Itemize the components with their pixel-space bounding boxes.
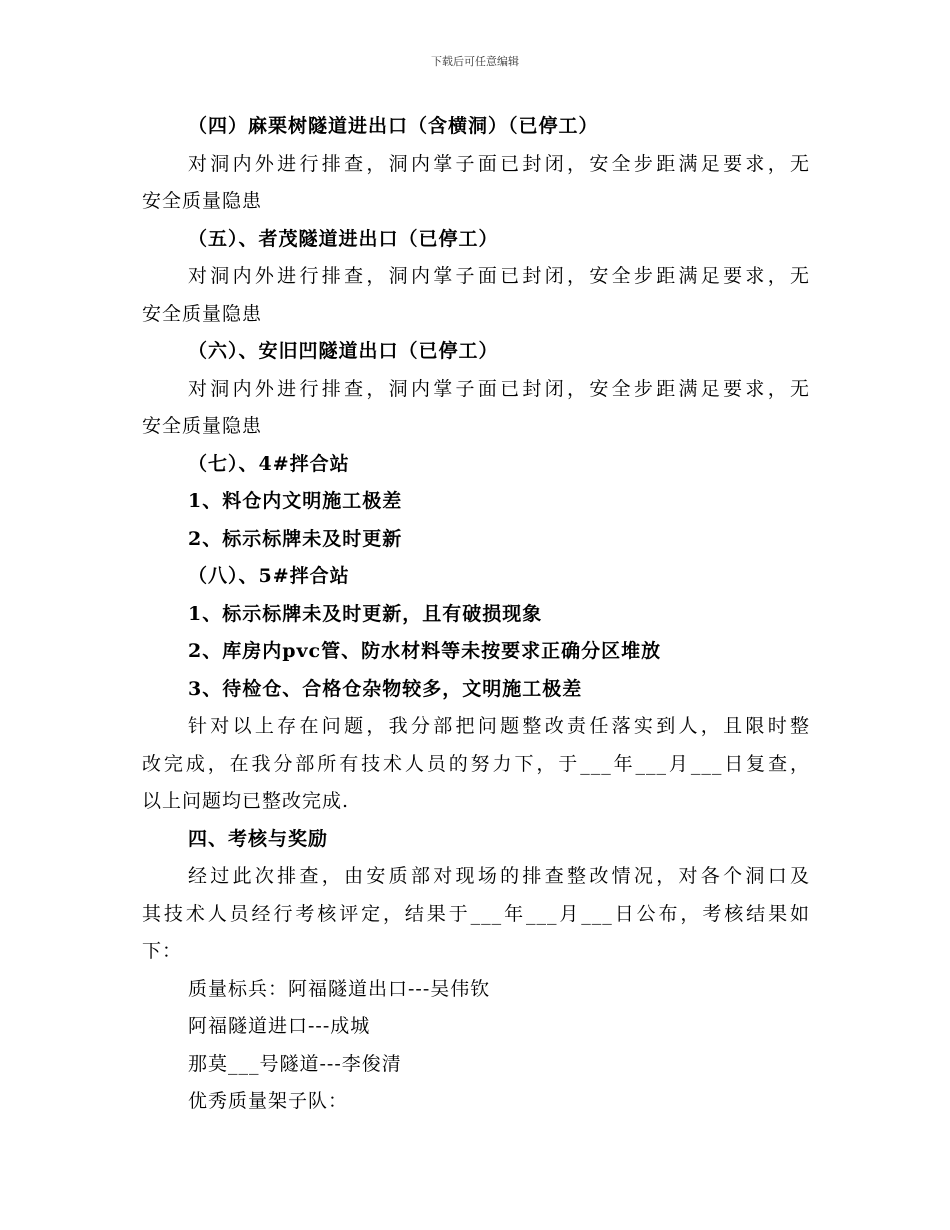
text-line: 下： — [142, 940, 183, 962]
text-line: 优秀质量架子队： — [188, 1090, 349, 1112]
text-line: 对洞内外进行排查，洞内掌子面已封闭，安全步距满足要求，无 — [188, 377, 810, 400]
heading-line: 2、标示标牌未及时更新 — [188, 527, 403, 550]
heading-line: （六）、安旧凹隧道出口（已停工） — [188, 340, 499, 362]
text-line: 安全质量隐患 — [142, 415, 263, 437]
document-body — [142, 108, 810, 1121]
heading-line: （八）、5#拌合站 — [188, 565, 350, 587]
text-line: 以上问题均已整改完成. — [142, 790, 350, 812]
heading-line: 3、待检仓、合格仓杂物较多，文明施工极差 — [188, 677, 583, 700]
text-line: 针对以上存在问题，我分部把问题整改责任落实到人，且限时整 — [188, 715, 810, 737]
heading-line: 四、考核与奖励 — [188, 827, 329, 850]
text-line: 其技术人员经行考核评定，结果于___年___月___日公布，考核结果如 — [142, 902, 810, 925]
text-line: 那莫___号隧道---李俊清 — [188, 1052, 402, 1075]
text-line: 安全质量隐患 — [142, 190, 263, 212]
page-header: 下载后可任意编辑 — [431, 55, 519, 68]
text-line: 对洞内外进行排查，洞内掌子面已封闭，安全步距满足要求，无 — [188, 265, 810, 287]
heading-line: 1、标示标牌未及时更新，且有破损现象 — [188, 602, 543, 625]
heading-line: 1、料仓内文明施工极差 — [188, 490, 403, 512]
heading-line: （五）、者茂隧道进出口（已停工） — [188, 227, 499, 250]
text-line: 阿福隧道进口---成城 — [188, 1015, 371, 1037]
text-line: 改完成，在我分部所有技术人员的努力下，于___年___月___日复查， — [142, 752, 810, 775]
text-line: 质量标兵：阿福隧道出口---吴伟钦 — [188, 977, 491, 1000]
heading-line: 2、库房内pvc管、防水材料等未按要求正确分区堆放 — [188, 640, 662, 662]
text-line: 安全质量隐患 — [142, 302, 263, 325]
heading-line: （四）麻栗树隧道进出口（含横洞）（已停工） — [188, 115, 599, 137]
text-line: 经过此次排查，由安质部对现场的排查整改情况，对各个洞口及 — [188, 865, 810, 887]
heading-line: （七）、4#拌合站 — [188, 452, 350, 475]
text-line: 对洞内外进行排查，洞内掌子面已封闭，安全步距满足要求，无 — [188, 152, 810, 175]
